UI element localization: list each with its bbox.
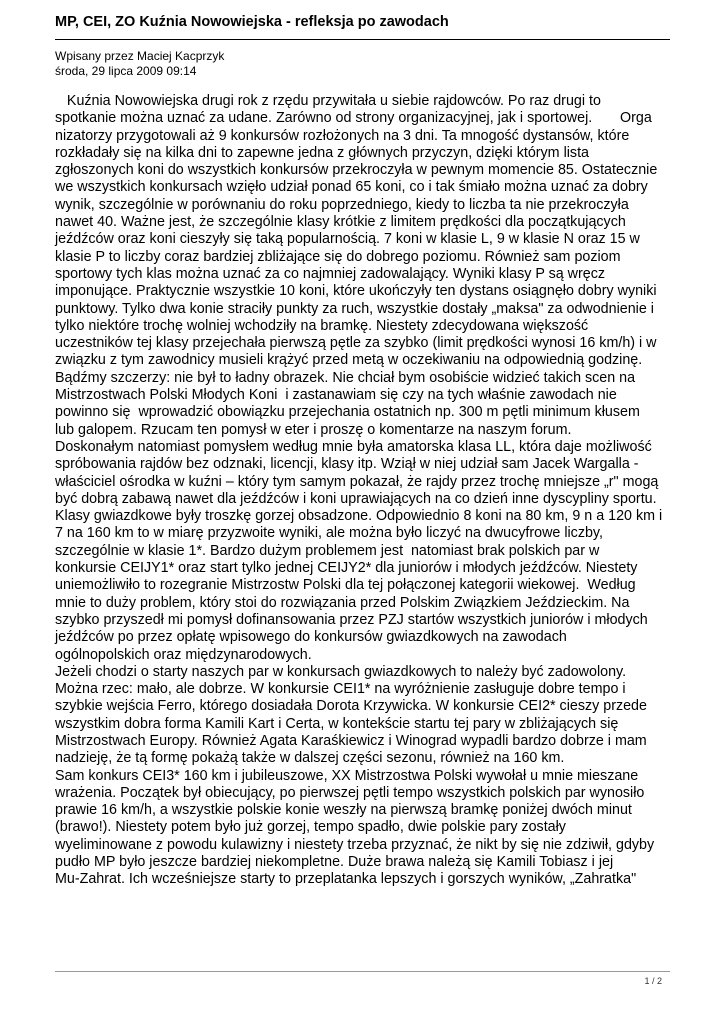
article-line: Kuźnia Nowowiejska drugi rok z rzędu przywitała u siebie rajdowców. Po raz drugi to [55, 93, 601, 109]
footer-divider [55, 971, 670, 972]
article-line: punktowy. Tylko dwa konie straciły punkty za ruch, wszystkie dostały „maksa" za odwodnienie i [55, 300, 654, 317]
article-line: prawie 16 km/h, a wszystkie polskie konie weszły na pierwszą bramkę poniżej dwóch minut [55, 802, 632, 819]
article-line: rozkładały się na kilka dni to zapewne jedna z głównych przyczyn, dzięki którym lista [55, 144, 589, 161]
article-line: być dobrą zabawą nawet dla jeźdźców i koni uprawiających na co dzień inne dyscypliny sportu. [55, 490, 657, 507]
article-line: spotkanie można uznać za udane. Zarówno od strony organizacyjnej, jak i sportowej. Orga [55, 110, 652, 127]
article-line: Doskonałym natomiast pomysłem według mnie była amatorska klasa LL, która daje możliwość [55, 438, 652, 455]
article-line: jeźdźców po przez opłatę wpisowego do konkursów gwiazdkowych na zawodach [55, 629, 567, 646]
article-line: szybkie wejścia Ferro, którego dosiadała Dorota Krzywicka. W konkursie CEI2* cieszy przede [55, 698, 647, 715]
header-divider [55, 39, 670, 40]
article-line: (brawo!). Niestety potem było już gorzej, tempo spadło, dwie polskie pary zostały [55, 819, 566, 836]
article-line: imponujące. Praktycznie wszystkie 10 koni, które ukończyły ten dystans osiągnęło dobry wyniki [55, 283, 657, 300]
article-line: Mu-Zahrat. Ich wcześniejsze starty to przeplatanka lepszych i gorszych wyników, „Zahratka" [55, 871, 637, 888]
article-line: właściciel ośrodka w kuźni – który tym samym pokazał, że rajdy przez trochę mniejsze „r" mogą [55, 473, 659, 490]
article-line: nadzieję, że tą formę pokażą także w dalszej części sezonu, również na 160 km. [55, 750, 565, 767]
author-line: Wpisany przez Maciej Kacprzyk [55, 49, 225, 63]
article-line: ogólnopolskich oraz międzynarodowych. [55, 646, 312, 663]
article-line: Mistrzostwach Europy. Również Agata Karaśkiewicz i Winograd wypadli bardzo dobrze i mam [55, 732, 647, 749]
article-line: sportowy tych klas można uznać za co najmniej zadowalający. Wyniki klasy P są wręcz [55, 265, 605, 282]
article-line: spróbowania rajdów bez odznaki, licencji, klasy itp. Wziął w niej udział sam Jacek Wargalla - [55, 456, 639, 473]
article-line: wynik, szczególnie w porównaniu do roku poprzedniego, kiedy to liczba ta nie przekroczyła [55, 196, 629, 213]
article-line: Klasy gwiazdkowe były troszkę gorzej obsadzone. Odpowiednio 8 koni na 80 km, 9 n a 120 km i [55, 508, 663, 525]
article-line: nizatorzy przygotowali aż 9 konkursów rozłożonych na 3 dni. Ta mnogość dystansów, które [55, 127, 630, 144]
article-line: związku z tym zawodnicy musieli krążyć przed metą w oczekiwaniu na odpowiednią godzinę. [55, 352, 643, 369]
article-line: Sam konkurs CEI3* 160 km i jubileuszowe, XX Mistrzostwa Polski wywołał u mnie mieszane [55, 767, 639, 784]
article-line: mnie to duży problem, który stoi do rozwiązania przed Polskim Związkiem Jeździeckim. Na [55, 594, 630, 611]
date-line: środa, 29 lipca 2009 09:14 [55, 64, 197, 78]
article-line: tylko niektóre trochę wolniej wchodziły na bramkę. Niestety zdecydowana większość [55, 317, 589, 334]
article-line: szybko przyszedł mi pomysł dofinansowania przez PZJ startów wszystkich juniorów i młodych [55, 611, 648, 628]
article-line: jeźdźców oraz koni cieszyły się taką popularnością. 7 koni w klasie L, 9 w klasie N oraz 15 w [55, 231, 640, 248]
article-line: wyeliminowane z powodu kulawizny i niestety trzeba przyznać, że nikt by się nie zdziwił, gdyby [55, 836, 655, 853]
page-number: 1 / 2 [644, 976, 662, 986]
article-line: konkursie CEIJY1* oraz start tylko jednej CEIJY2* dla juniorów i młodych jeźdźców. Niestety [55, 560, 638, 577]
article-title: MP, CEI, ZO Kuźnia Nowowiejska - refleksja po zawodach [55, 14, 449, 30]
article-line: uniemożliwiło to rozegranie Mistrzostw Polski dla tej połączonej kategorii wiekowej. Według [55, 577, 636, 594]
article-line: wrażenia. Początek był obiecujący, po pierwszej pętli tempo wszystkich polskich par wynosiło [55, 784, 645, 801]
article-line: lub galopem. Rzucam ten pomysł w eter i proszę o komentarze na naszym forum. [55, 421, 572, 438]
article-line: Bądźmy szczerzy: nie był to ładny obrazek. Nie chciał bym osobiście widzieć takich scen na [55, 369, 636, 386]
article-body [55, 93, 675, 889]
article-line: powinno się wprowadzić obowiązku przejechania ostatnich np. 300 m pętli minimum kłusem [55, 404, 640, 421]
article-line: Mistrzostwach Polski Młodych Koni i zastanawiam się czy na tych właśnie zawodach nie [55, 387, 617, 404]
article-line: szczególnie w klasie 1*. Bardzo dużym problemem jest natomiast brak polskich par w [55, 542, 600, 559]
article-line: uczestników tej klasy przejechała pierwszą pętle za szybko (limit prędkości wynosi 16 km/h) i w [55, 335, 657, 352]
article-line: 7 na 160 km to w miarę przyzwoite wyniki, ale można było liczyć na dwucyfrowe liczby, [55, 525, 603, 542]
article-line: we wszystkich konkursach wzięło udział ponad 65 koni, co i tak śmiało można uznać za dobry [55, 179, 648, 196]
article-line: Jeżeli chodzi o starty naszych par w konkursach gwiazdkowych to należy być zadowolony. [55, 663, 627, 680]
article-line: Można rzec: mało, ale dobrze. W konkursie CEI1* na wyróżnienie zasługuje dobre tempo i [55, 681, 626, 698]
article-line: klasie P to liczby coraz bardziej zbliżające się do dobrego poziomu. Również sam poziom [55, 248, 621, 265]
article-line: wszystkim dobra forma Kamili Kart i Certa, w kontekście startu tej pary w zbliżających się [55, 715, 619, 732]
article-line: pudło MP było jeszcze bardziej niekompletne. Duże brawa należą się Kamili Tobiasz i jej [55, 854, 614, 871]
article-line: zgłoszonych koni do wszystkich konkursów przekroczyła w pewnym momencie 85. Ostatecznie [55, 162, 658, 179]
article-line: nawet 40. Ważne jest, że szczególnie klasy krótkie z limitem prędkości dla początkujących [55, 214, 626, 231]
